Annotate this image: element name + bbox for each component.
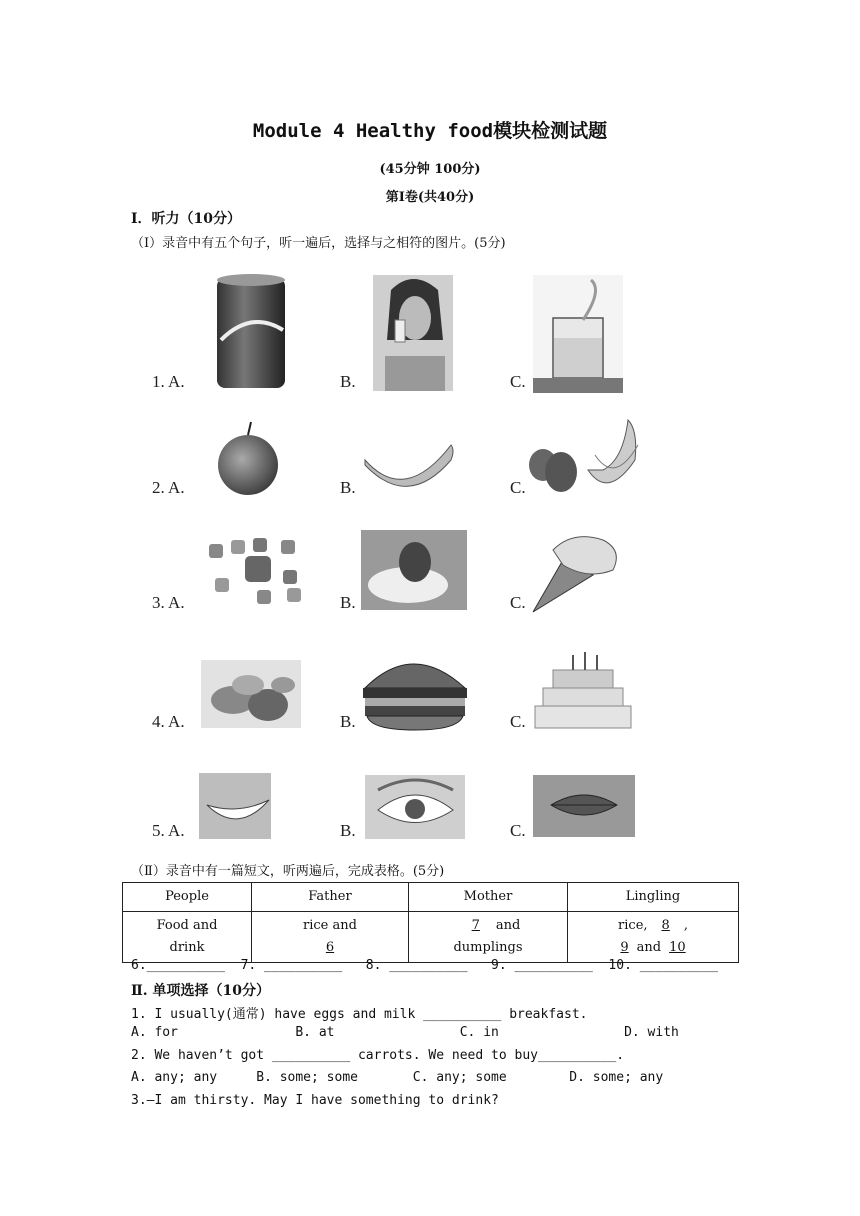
section1-heading: Ⅰ．听力（10分） [131,211,242,227]
row3-label-c: C. [510,593,526,612]
strawberry-icon [361,530,467,610]
lingling-and: and [636,940,662,955]
question-1: 1. I usually(通常) have eggs and milk __________ breakfast. [131,1007,588,1022]
row-label-line1: Food and [156,918,218,933]
birthday-cake-icon [535,652,631,728]
glass-of-water-icon [533,275,623,393]
row3-label-b: B. [340,593,356,612]
blank-9-number: 9 [620,940,629,955]
time-score: (45分钟 100分) [379,162,481,177]
table-cell-label [123,912,252,963]
cola-can-icon [217,274,285,388]
section2-heading: Ⅱ. 单项选择（10分） [131,983,271,999]
row4-label-c: C. [510,712,526,731]
picture-panel-svg [133,260,655,848]
row5-label-c: C. [510,821,526,840]
table-header-father: Father [252,883,409,912]
candies-icon [209,538,301,604]
table-header-lingling: Lingling [568,883,739,912]
row1-label-a: 1. A. [152,372,185,391]
table-row [123,912,739,963]
eye-icon [365,775,465,839]
hamburger-icon [363,664,467,730]
row4-label-b: B. [340,712,356,731]
row4-label-a: 4. A. [152,712,185,731]
volume-heading: 第Ⅰ卷(共40分) [385,190,475,205]
row2-label-c: C. [510,478,526,497]
question-1-options: A. for B. at C. in D. with [131,1025,679,1040]
answer-blanks-line: 6.__________ 7. __________ 8. __________ 9. __________ 10. __________ [131,958,718,973]
blank-7-number: 7 [471,918,480,933]
table-header-people: People [123,883,252,912]
question-3: 3.—I am thirsty. May I have something to drink? [131,1093,499,1108]
picture-panel [133,260,655,848]
blank-6 [256,937,404,959]
sweets-pile-icon [201,660,301,728]
blank-8-number: 8 [661,918,670,933]
question-2: 2. We haven’t got __________ carrots. We need to buy__________. [131,1048,625,1063]
smiling-teeth-icon [199,773,271,839]
row2-label-b: B. [340,478,356,497]
row2-label-a: 2. A. [152,478,185,497]
row5-label-b: B. [340,821,356,840]
mother-line1 [413,915,563,937]
listening-table [122,882,739,963]
father-line1: rice and [303,918,357,933]
apple-icon [218,422,278,495]
row-label-line2: drink [169,940,205,955]
apples-and-bananas-icon [529,420,638,492]
mother-and: and [495,918,521,933]
question-2-options: A. any; any B. some; some C. any; some D. some; any [131,1070,664,1085]
row1-label-b: B. [340,372,356,391]
mother-line2: dumplings [453,940,523,955]
lingling-comma: , [683,918,688,933]
table-header-row [123,883,739,912]
row5-label-a: 5. A. [152,821,185,840]
section1-part1-instruction: （Ⅰ）录音中有五个句子，听一遍后，选择与之相符的图片。(5分) [131,236,506,251]
lingling-rice: rice, [618,918,648,933]
lingling-line1 [572,915,734,937]
woman-drinking-icon [373,275,453,391]
row3-label-a: 3. A. [152,593,185,612]
table-cell-father [252,912,409,963]
row1-label-c: C. [510,372,526,391]
section1-part2-instruction: （Ⅱ）录音中有一篇短文，听两遍后，完成表格。(5分) [131,864,445,879]
lingling-line2 [572,937,734,959]
banana-icon [365,445,453,486]
table-cell-mother [409,912,568,963]
blank-6-number: 6 [325,940,335,955]
blank-10-number: 10 [669,940,686,955]
lips-icon [533,775,635,837]
page-title: Module 4 Healthy food模块检测试题 [252,120,608,142]
table-header-mother: Mother [409,883,568,912]
ice-cream-cone-icon [533,537,616,612]
table-cell-lingling [568,912,739,963]
